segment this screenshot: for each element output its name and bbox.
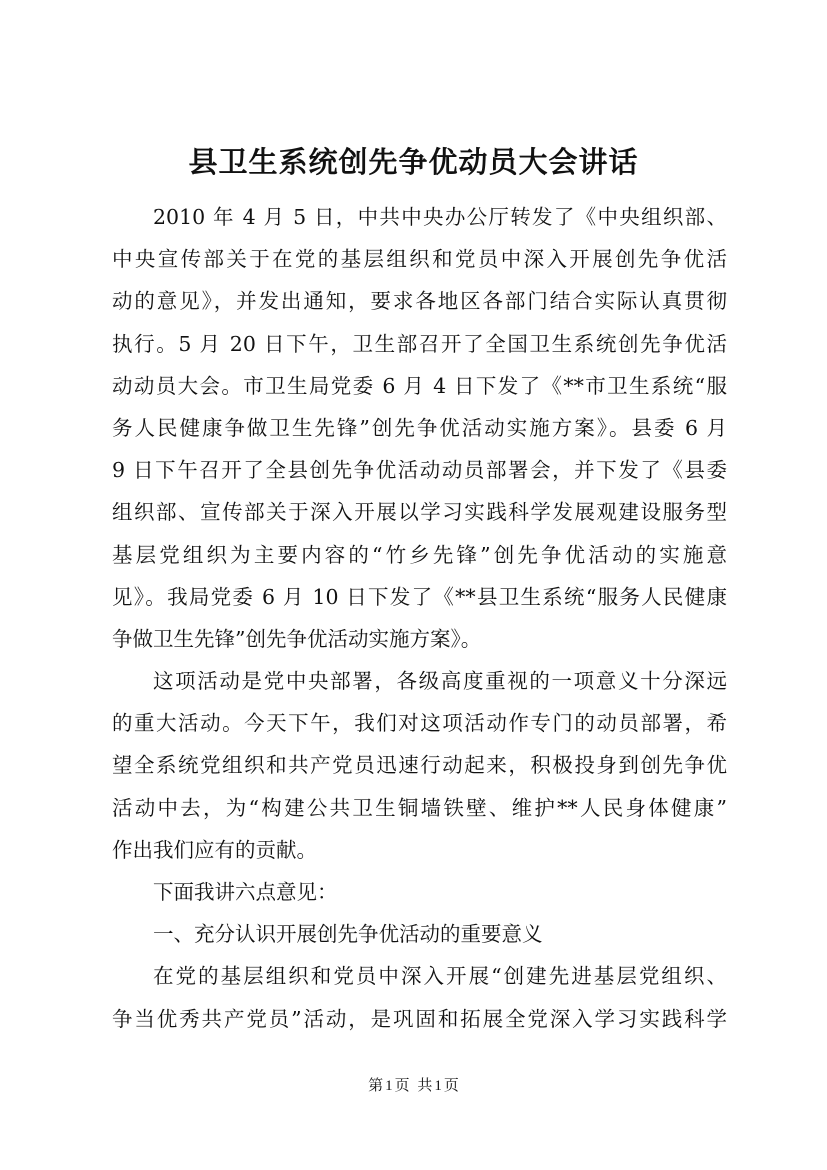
page-footer (0, 1076, 827, 1096)
text-line: 动动员大会。市卫生局党委 6 月 4 日下发了《**市卫生系统“服 (112, 373, 727, 398)
text-line: 动的意见》，并发出通知，要求各地区各部门结合实际认真贯彻 (112, 289, 727, 314)
document-title: 县卫生系统创先争优动员大会讲话 (188, 145, 639, 179)
text-line: 中央宣传部关于在党的基层组织和党员中深入开展创先争优活 (112, 247, 727, 272)
total-pages-label: 共 1 页 (417, 1078, 459, 1094)
text-line: 作出我们应有的贡献。 (112, 837, 317, 862)
text-line: 9 日下午召开了全县创先争优活动动员部署会，并下发了《县委 (112, 458, 727, 483)
text-line: 执行。5 月 20 日下午，卫生部召开了全国卫生系统创先争优活 (112, 331, 727, 356)
text-line: 一、充分认识开展创先争优活动的重要意义 (153, 922, 543, 947)
text-line: 争做卫生先锋”创先争优活动实施方案》。 (112, 626, 482, 651)
page-number-label: 第 1 页 (368, 1078, 410, 1094)
text-line: 的重大活动。今天下午，我们对这项活动作专门的动员部署，希 (112, 711, 727, 736)
text-line: 望全系统党组织和共产党员迅速行动起来，积极投身到创先争优 (112, 753, 727, 778)
text-line: 这项活动是党中央部署，各级高度重视的一项意义十分深远 (153, 669, 727, 694)
text-line: 见》。我局党委 6 月 10 日下发了《**县卫生系统“服务人民健康 (112, 584, 727, 609)
text-line: 务人民健康争做卫生先锋”创先争优活动实施方案》。县委 6 月 (112, 415, 727, 440)
text-line: 组织部、宣传部关于深入开展以学习实践科学发展观建设服务型 (112, 500, 727, 525)
text-line: 在党的基层组织和党员中深入开展“创建先进基层党组织、 (153, 964, 727, 989)
text-line: 活动中去，为“构建公共卫生铜墙铁壁、维护**人民身体健康” (112, 795, 727, 820)
text-line: 2010 年 4 月 5 日，中共中央办公厅转发了《中央组织部、 (153, 205, 727, 229)
text-line: 基层党组织为主要内容的“竹乡先锋”创先争优活动的实施意 (112, 542, 727, 567)
text-line: 下面我讲六点意见： (153, 880, 338, 904)
document-body (112, 196, 727, 1040)
text-line: 争当优秀共产党员”活动，是巩固和拓展全党深入学习实践科学 (112, 1006, 727, 1031)
